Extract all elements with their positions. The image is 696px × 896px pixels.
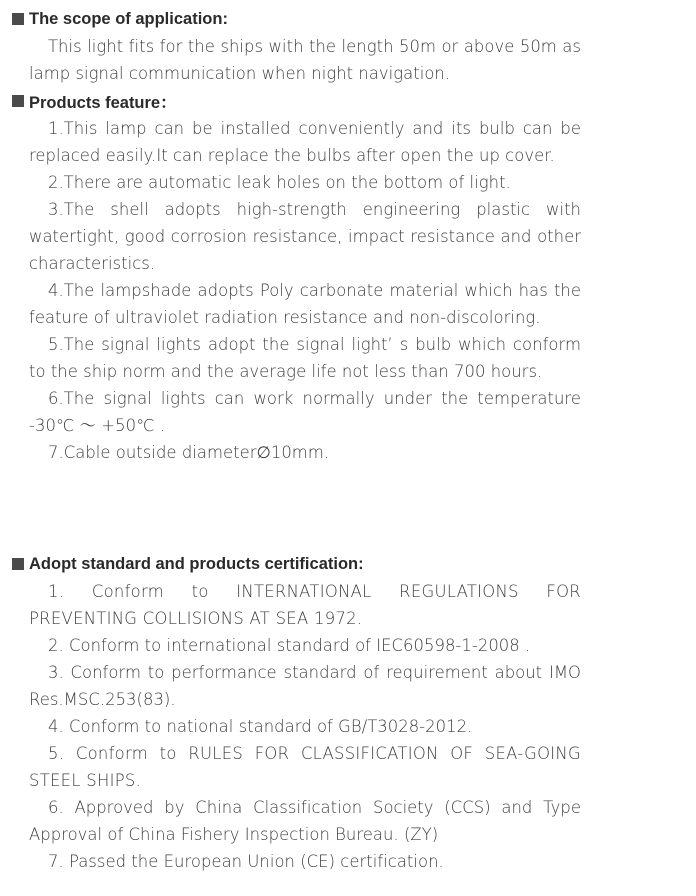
feature-item-7: 7.Cable outside diameter∅10mm. (48, 443, 330, 462)
bullet-square-icon (12, 558, 24, 570)
standards-heading-text: Adopt standard and products certification: (29, 554, 364, 573)
feature-item-2: 2.There are automatic leak holes on the bottom of light. (48, 173, 511, 192)
bullet-square-icon (12, 95, 24, 107)
features-section (12, 90, 582, 466)
standard-item-5: 5. Conform to RULES FOR CLASSIFICATION OF SEA-GOING STEEL SHIPS. (29, 744, 581, 790)
standard-item-6: 6. Approved by China Classification Society (CCS) and Type Approval of China Fishery Inspection Bureau. (ZY) (29, 798, 581, 844)
scope-text: This light fits for the ships with the length 50m or above 50m as lamp signal communication when night navigation. (29, 37, 581, 83)
standard-item-3: 3. Conform to performance standard of requirement about IMO Res.MSC.253(83). (29, 663, 581, 709)
standard-item-7: 7. Passed the European Union (CE) certification. (48, 852, 444, 871)
feature-item-6: 6.The signal lights can work normally under the temperature -30℃ ～ +50℃ . (29, 389, 581, 435)
standards-section (12, 553, 582, 875)
feature-item-5: 5.The signal lights adopt the signal light’ s bulb which conform to the ship norm and the average life not less than 700 hours. (29, 335, 581, 381)
scope-heading-text: The scope of application: (29, 9, 228, 28)
standard-item-4: 4. Conform to national standard of GB/T3028-2012. (48, 717, 473, 736)
features-heading (12, 90, 582, 112)
scope-section (12, 8, 582, 87)
standards-heading (12, 553, 582, 575)
features-heading-text: Products feature： (29, 94, 177, 112)
feature-item-1: 1.This lamp can be installed conveniently and its bulb can be replaced easily.It can replace the bulbs after open the up cover. (29, 119, 581, 165)
standard-item-2: 2. Conform to international standard of IEC60598-1-2008 . (48, 636, 531, 655)
scope-heading (12, 8, 582, 30)
bullet-square-icon (12, 13, 24, 25)
feature-item-4: 4.The lampshade adopts Poly carbonate material which has the feature of ultraviolet radiation resistance and non-discoloring. (29, 281, 581, 327)
standard-item-1: 1. Conform to INTERNATIONAL REGULATIONS FOR PREVENTING COLLISIONS AT SEA 1972. (29, 582, 581, 628)
feature-item-3: 3.The shell adopts high-strength engineering plastic with watertight, good corrosion resistance, impact resistance and other characteristics. (29, 200, 581, 273)
